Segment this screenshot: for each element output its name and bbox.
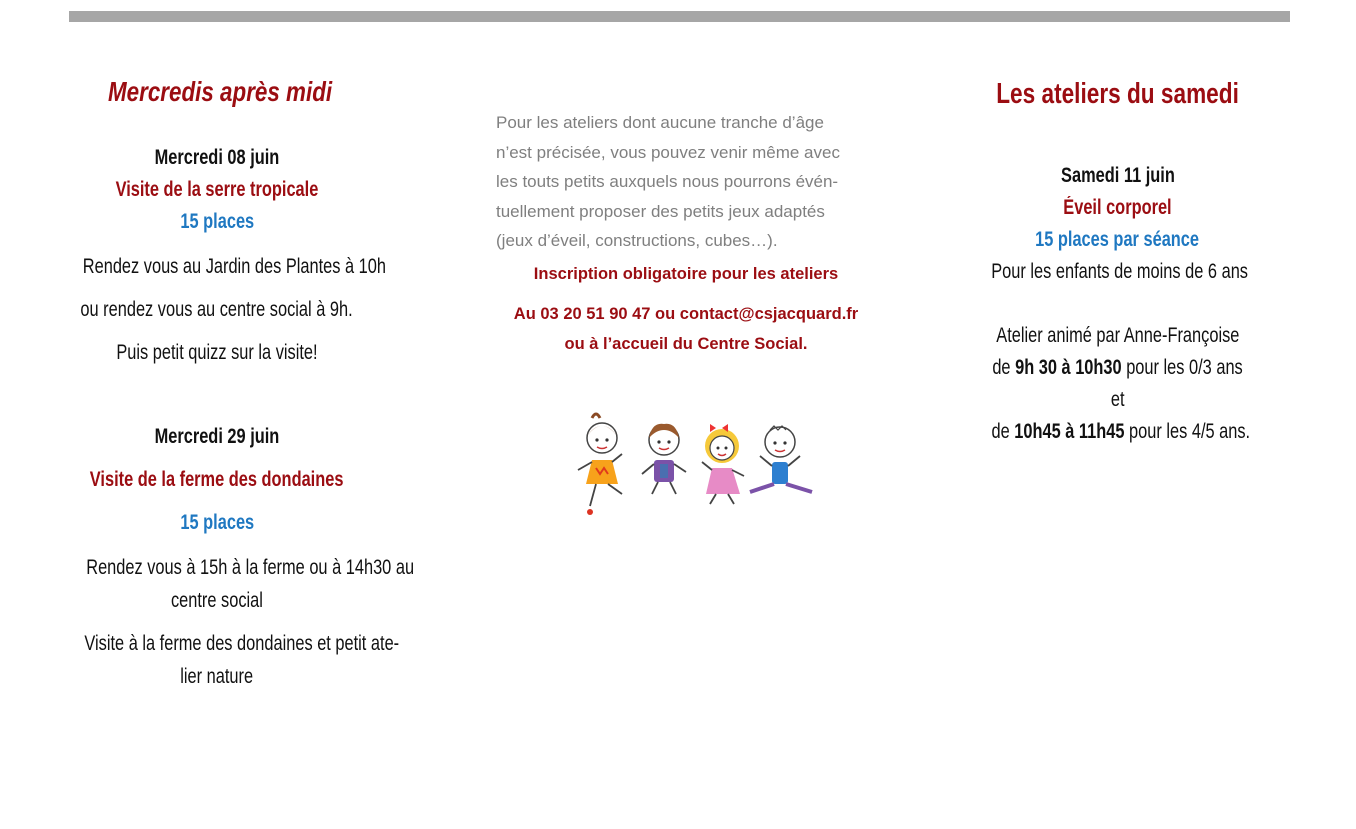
kid-3-figure (702, 424, 744, 504)
kid-4-figure (750, 426, 812, 492)
event1-date: Mercredi 08 juin (154, 146, 280, 169)
info-line-5: (jeux d’éveil, constructions, cubes…). (496, 231, 778, 250)
event1-alt-meeting-line: ou rendez vous au centre social à 9h. (80, 298, 354, 321)
saturday-date: Samedi 11 juin (1060, 164, 1175, 187)
info-line-2: n’est précisée, vous pouvez venir même avec (496, 142, 840, 162)
saturday-title: Les ateliers du samedi (996, 78, 1239, 110)
info-column (496, 108, 876, 353)
jumping-kids-illustration (572, 410, 822, 520)
event2-date: Mercredi 29 juin (154, 425, 280, 448)
event2-description-line-b: lier nature (180, 665, 254, 688)
event2-meeting-line-b: centre social (171, 589, 263, 612)
wednesday-title: Mercredis après midi (108, 76, 333, 107)
saturday-audience: Pour les enfants de moins de 6 ans (991, 260, 1248, 283)
kid-1-figure (578, 414, 622, 515)
saturday-and: et (1110, 388, 1125, 411)
saturday-places: 15 places par séance (1035, 228, 1200, 251)
kid-2-figure (642, 424, 686, 494)
info-line-3: les touts petits auxquels nous pourrons évén- (496, 172, 839, 191)
contact-line: Au 03 20 51 90 47 ou contact@csjacquard.fr (513, 305, 859, 323)
top-divider-bar (69, 11, 1290, 22)
event1-meeting-line: Rendez vous au Jardin des Plantes à 10h (82, 255, 387, 278)
saturday-slot-2: de 10h45 à 11h45 pour les 4/5 ans. (991, 420, 1251, 443)
saturday-slot-1: de 9h 30 à 10h30 pour les 0/3 ans (992, 356, 1243, 379)
event2-activity: Visite de la ferme des dondaines (90, 468, 344, 491)
slot-1-time: 9h 30 à 10h30 (1015, 356, 1122, 379)
inscription-notice: Inscription obligatoire pour les ateliers (533, 265, 839, 283)
event2-description-line-a: Visite à la ferme des dondaines et petit ate- (84, 632, 400, 655)
event1-places: 15 places (180, 210, 254, 233)
slot-2-time: 10h45 à 11h45 (1014, 420, 1125, 443)
saturday-animator: Atelier animé par Anne-Françoise (995, 324, 1240, 347)
event2-places: 15 places (180, 511, 254, 534)
reception-line: ou à l’accueil du Centre Social. (564, 335, 808, 353)
event1-activity: Visite de la serre tropicale (115, 178, 319, 201)
info-paragraph (496, 108, 876, 256)
info-line-1: Pour les ateliers dont aucune tranche d’âge (496, 113, 824, 132)
event1-quiz-line: Puis petit quizz sur la visite! (116, 341, 318, 364)
saturday-activity: Éveil corporel (1063, 196, 1172, 219)
event2-meeting-line-a: Rendez vous à 15h à la ferme ou à 14h30 au (86, 556, 415, 579)
info-line-4: tuellement proposer des petits jeux adaptés (496, 201, 825, 221)
